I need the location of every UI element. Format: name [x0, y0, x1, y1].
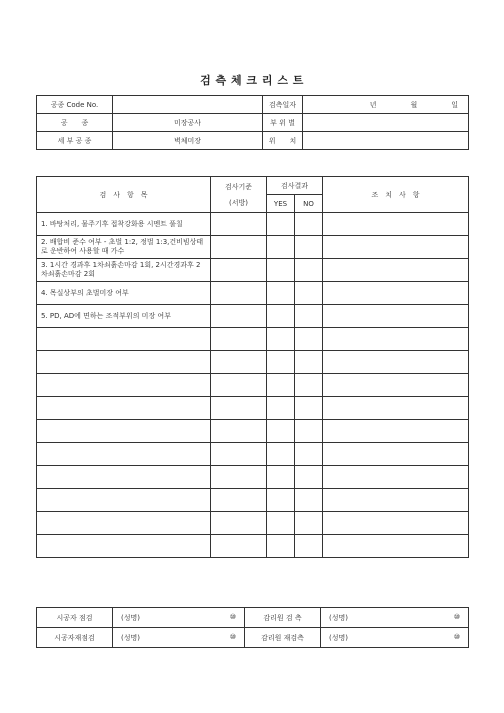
standard-cell[interactable] — [211, 466, 267, 489]
position-value[interactable] — [303, 132, 469, 150]
action-cell[interactable] — [323, 489, 469, 512]
detail-value[interactable]: 벽체미장 — [113, 132, 263, 150]
yes-cell[interactable] — [267, 236, 295, 259]
supervisor-recheck-sign[interactable] — [321, 628, 469, 648]
check-item[interactable] — [37, 466, 211, 489]
date-value[interactable] — [303, 96, 469, 114]
seal-mark: ⑩ — [453, 632, 460, 641]
table-row — [37, 374, 469, 397]
no-cell[interactable] — [295, 443, 323, 466]
name-label: (성명) — [329, 613, 348, 622]
no-cell[interactable] — [295, 351, 323, 374]
table-row — [37, 443, 469, 466]
seal-mark: ⑩ — [453, 612, 460, 621]
check-item: 1. 바탕처리, 물주기후 접착강화용 시멘트 풀칠 — [37, 213, 211, 236]
name-label: (성명) — [121, 613, 140, 622]
position-label: 위 치 — [263, 132, 303, 150]
yes-cell[interactable] — [267, 397, 295, 420]
action-cell[interactable] — [323, 259, 469, 282]
supervisor-check-label: 감리원 검 측 — [245, 608, 321, 628]
no-cell[interactable] — [295, 328, 323, 351]
table-row — [37, 420, 469, 443]
page-title: 검 측 체 크 리 스 트 — [200, 74, 304, 87]
action-cell[interactable] — [323, 351, 469, 374]
supervisor-recheck-label: 감리원 재검측 — [245, 628, 321, 648]
name-label: (성명) — [121, 633, 140, 642]
table-row — [37, 213, 469, 236]
check-item[interactable] — [37, 420, 211, 443]
action-header: 조 치 사 항 — [323, 177, 469, 213]
code-value[interactable] — [113, 96, 263, 114]
work-label: 공 종 — [37, 114, 113, 132]
no-cell[interactable] — [295, 282, 323, 305]
header-table — [36, 95, 469, 150]
no-cell[interactable] — [295, 535, 323, 558]
seal-mark: ⑩ — [229, 632, 236, 641]
yes-cell[interactable] — [267, 512, 295, 535]
no-cell[interactable] — [295, 397, 323, 420]
supervisor-check-sign[interactable] — [321, 608, 469, 628]
standard-cell[interactable] — [211, 489, 267, 512]
table-row — [37, 489, 469, 512]
yes-cell[interactable] — [267, 535, 295, 558]
standard-cell[interactable] — [211, 512, 267, 535]
check-item[interactable] — [37, 328, 211, 351]
standard-cell[interactable] — [211, 259, 267, 282]
table-row — [37, 397, 469, 420]
work-value[interactable]: 미장공사 — [113, 114, 263, 132]
action-cell[interactable] — [323, 443, 469, 466]
yes-cell[interactable] — [267, 282, 295, 305]
item-header: 검 사 항 목 — [37, 177, 211, 213]
standard-cell[interactable] — [211, 397, 267, 420]
action-cell[interactable] — [323, 420, 469, 443]
table-row — [37, 512, 469, 535]
contractor-recheck-label: 시공자재점검 — [37, 628, 113, 648]
table-row — [37, 236, 469, 259]
seal-mark: ⑩ — [229, 612, 236, 621]
check-item[interactable] — [37, 374, 211, 397]
check-item: 4. 목실상부의 초벌미장 여부 — [37, 282, 211, 305]
table-row — [37, 466, 469, 489]
action-cell[interactable] — [323, 397, 469, 420]
yes-cell[interactable] — [267, 259, 295, 282]
yes-cell[interactable] — [267, 420, 295, 443]
standard-header-label: 검사기준 — [224, 182, 253, 191]
yes-cell[interactable] — [267, 305, 295, 328]
no-cell[interactable] — [295, 420, 323, 443]
check-table — [36, 176, 469, 558]
check-item[interactable] — [37, 535, 211, 558]
check-item: 3. 1시간 경과후 1차쇠흙손마감 1회, 2시간경과후 2차쇠흙손마감 2회 — [37, 259, 211, 282]
standard-cell[interactable] — [211, 328, 267, 351]
table-row — [37, 328, 469, 351]
standard-header — [211, 177, 267, 213]
no-cell[interactable] — [295, 236, 323, 259]
yes-cell[interactable] — [267, 213, 295, 236]
table-row — [37, 305, 469, 328]
action-cell[interactable] — [323, 374, 469, 397]
location-part-label: 부 위 별 — [263, 114, 303, 132]
no-cell[interactable] — [295, 489, 323, 512]
standard-header-sub: (서방) — [229, 198, 248, 207]
action-cell[interactable] — [323, 305, 469, 328]
result-header: 검사결과 — [267, 177, 323, 195]
yes-cell[interactable] — [267, 466, 295, 489]
check-item[interactable] — [37, 397, 211, 420]
action-cell[interactable] — [323, 535, 469, 558]
table-row — [37, 282, 469, 305]
no-cell[interactable] — [295, 305, 323, 328]
table-row — [37, 351, 469, 374]
detail-label: 세 부 공 종 — [37, 132, 113, 150]
action-cell[interactable] — [323, 512, 469, 535]
check-item[interactable] — [37, 489, 211, 512]
standard-cell[interactable] — [211, 443, 267, 466]
table-row — [37, 535, 469, 558]
table-row — [37, 259, 469, 282]
action-cell[interactable] — [323, 328, 469, 351]
yes-cell[interactable] — [267, 489, 295, 512]
contractor-recheck-sign[interactable] — [113, 628, 245, 648]
date-year: 년 — [369, 100, 377, 109]
action-cell[interactable] — [323, 466, 469, 489]
check-item[interactable] — [37, 512, 211, 535]
no-cell[interactable] — [295, 512, 323, 535]
standard-cell[interactable] — [211, 535, 267, 558]
yes-cell[interactable] — [267, 443, 295, 466]
check-item: 5. PD, AD에 면하는 조적부위의 미장 여부 — [37, 305, 211, 328]
standard-cell[interactable] — [211, 351, 267, 374]
sign-table — [36, 607, 469, 648]
no-cell[interactable] — [295, 213, 323, 236]
no-cell[interactable] — [295, 259, 323, 282]
standard-cell[interactable] — [211, 374, 267, 397]
check-item[interactable] — [37, 443, 211, 466]
action-cell[interactable] — [323, 236, 469, 259]
contractor-check-label: 시공자 점검 — [37, 608, 113, 628]
code-label: 공종 Code No. — [37, 96, 113, 114]
yes-header: YES — [267, 195, 295, 213]
name-label: (성명) — [329, 633, 348, 642]
yes-cell[interactable] — [267, 351, 295, 374]
check-item: 2. 배합비 준수 여부 - 초벌 1:2, 정벌 1:3,건비빔상태로 운반하여 사용할 때 가수 — [37, 236, 211, 259]
no-cell[interactable] — [295, 466, 323, 489]
date-label: 검측일자 — [263, 96, 303, 114]
yes-cell[interactable] — [267, 328, 295, 351]
action-cell[interactable] — [323, 213, 469, 236]
date-month: 월 — [410, 100, 418, 109]
standard-cell[interactable] — [211, 213, 267, 236]
standard-cell[interactable] — [211, 420, 267, 443]
standard-cell[interactable] — [211, 305, 267, 328]
action-cell[interactable] — [323, 282, 469, 305]
contractor-check-sign[interactable] — [113, 608, 245, 628]
yes-cell[interactable] — [267, 374, 295, 397]
check-item[interactable] — [37, 351, 211, 374]
no-cell[interactable] — [295, 374, 323, 397]
standard-cell[interactable] — [211, 282, 267, 305]
date-day: 일 — [451, 100, 458, 109]
location-part-value[interactable] — [303, 114, 469, 132]
no-header: NO — [295, 195, 323, 213]
standard-cell[interactable] — [211, 236, 267, 259]
